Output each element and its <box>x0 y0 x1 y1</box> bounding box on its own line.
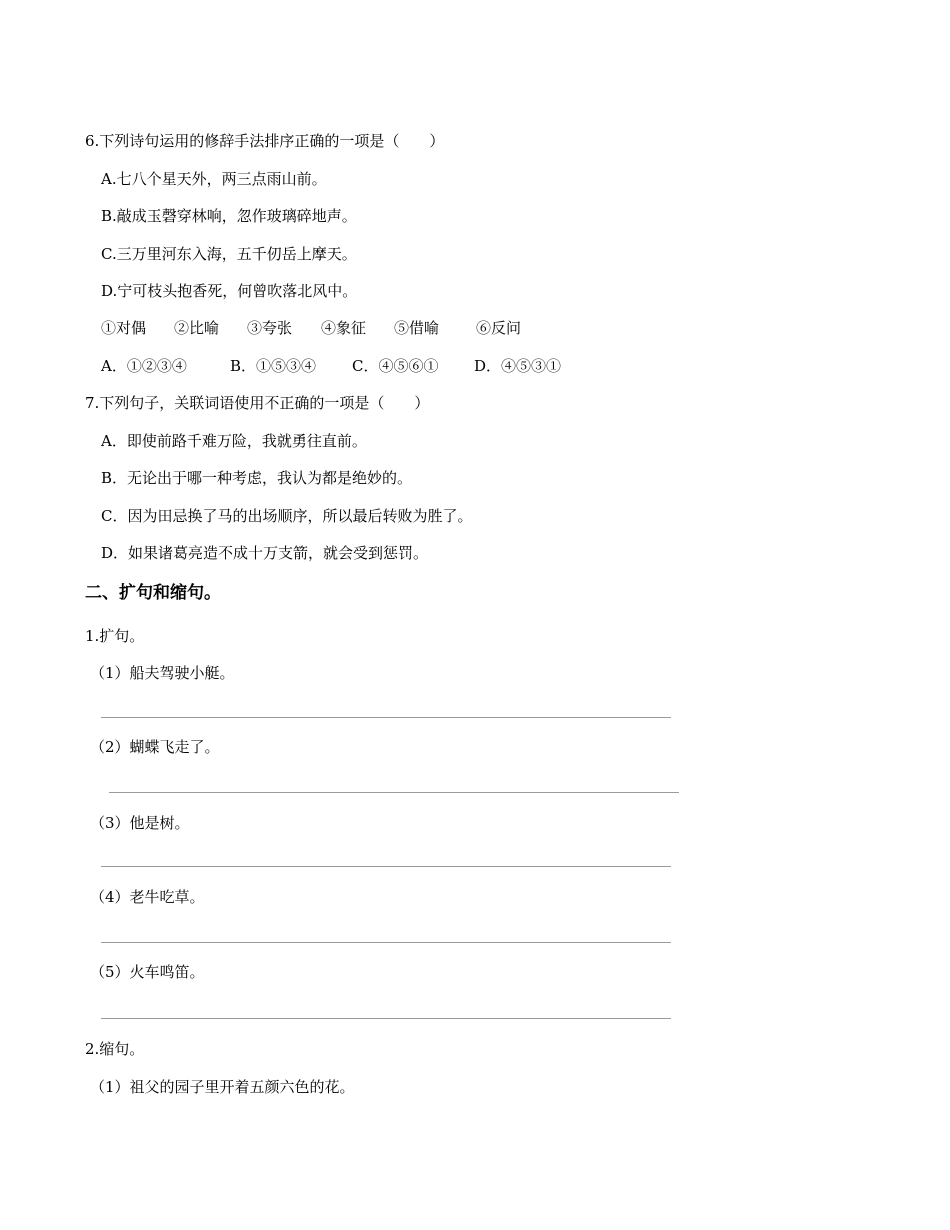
device-6: ⑥反问 <box>476 319 522 337</box>
answer-line[interactable] <box>101 942 671 943</box>
answer-line[interactable] <box>109 792 679 793</box>
device-2: ②比喻 <box>174 319 220 337</box>
device-5: ⑤借喻 <box>394 319 440 337</box>
shrink-title: 2.缩句。 <box>85 1040 145 1058</box>
option-c[interactable]: C．④⑤⑥① <box>352 357 439 375</box>
shrink-item-1: （1）祖父的园子里开着五颜六色的花。 <box>90 1078 355 1096</box>
answer-line[interactable] <box>101 866 671 867</box>
expand-item-4: （4）老牛吃草。 <box>90 888 205 906</box>
expand-item-3: （3）他是树。 <box>90 814 190 832</box>
option-a[interactable]: A．①②③④ <box>101 357 187 375</box>
device-4: ④象征 <box>321 319 367 337</box>
device-1: ①对偶 <box>101 319 147 337</box>
device-3: ③夸张 <box>247 319 293 337</box>
option-d[interactable]: D．④⑤③① <box>474 357 562 375</box>
poem-line-c: C.三万里河东入海，五千仞岳上摩天。 <box>101 245 357 263</box>
expand-item-2: （2）蝴蝶飞走了。 <box>90 738 220 756</box>
expand-item-1: （1）船夫驾驶小艇。 <box>90 664 235 682</box>
option-b[interactable]: B．①⑤③④ <box>230 357 317 375</box>
poem-line-d: D.宁可枝头抱香死，何曾吹落北风中。 <box>101 282 358 300</box>
question-7-stem: 7.下列句子，关联词语使用不正确的一项是（ ） <box>85 394 430 412</box>
poem-line-a: A.七八个星天外，两三点雨山前。 <box>101 170 327 188</box>
question-6-stem: 6.下列诗句运用的修辞手法排序正确的一项是（ ） <box>85 132 445 150</box>
section-heading: 二、扩句和缩句。 <box>85 583 221 603</box>
option-d[interactable]: D．如果诸葛亮造不成十万支箭，就会受到惩罚。 <box>101 544 429 562</box>
expand-item-5: （5）火车鸣笛。 <box>90 963 205 981</box>
answer-line[interactable] <box>101 1018 671 1019</box>
poem-line-b: B.敲成玉磬穿林响，忽作玻璃碎地声。 <box>101 207 357 225</box>
answer-line[interactable] <box>101 717 671 718</box>
option-a[interactable]: A．即使前路千难万险，我就勇往直前。 <box>101 432 367 450</box>
option-c[interactable]: C．因为田忌换了马的出场顺序，所以最后转败为胜了。 <box>101 507 473 525</box>
option-b[interactable]: B．无论出于哪一种考虑，我认为都是绝妙的。 <box>101 469 413 487</box>
expand-title: 1.扩句。 <box>85 627 145 645</box>
